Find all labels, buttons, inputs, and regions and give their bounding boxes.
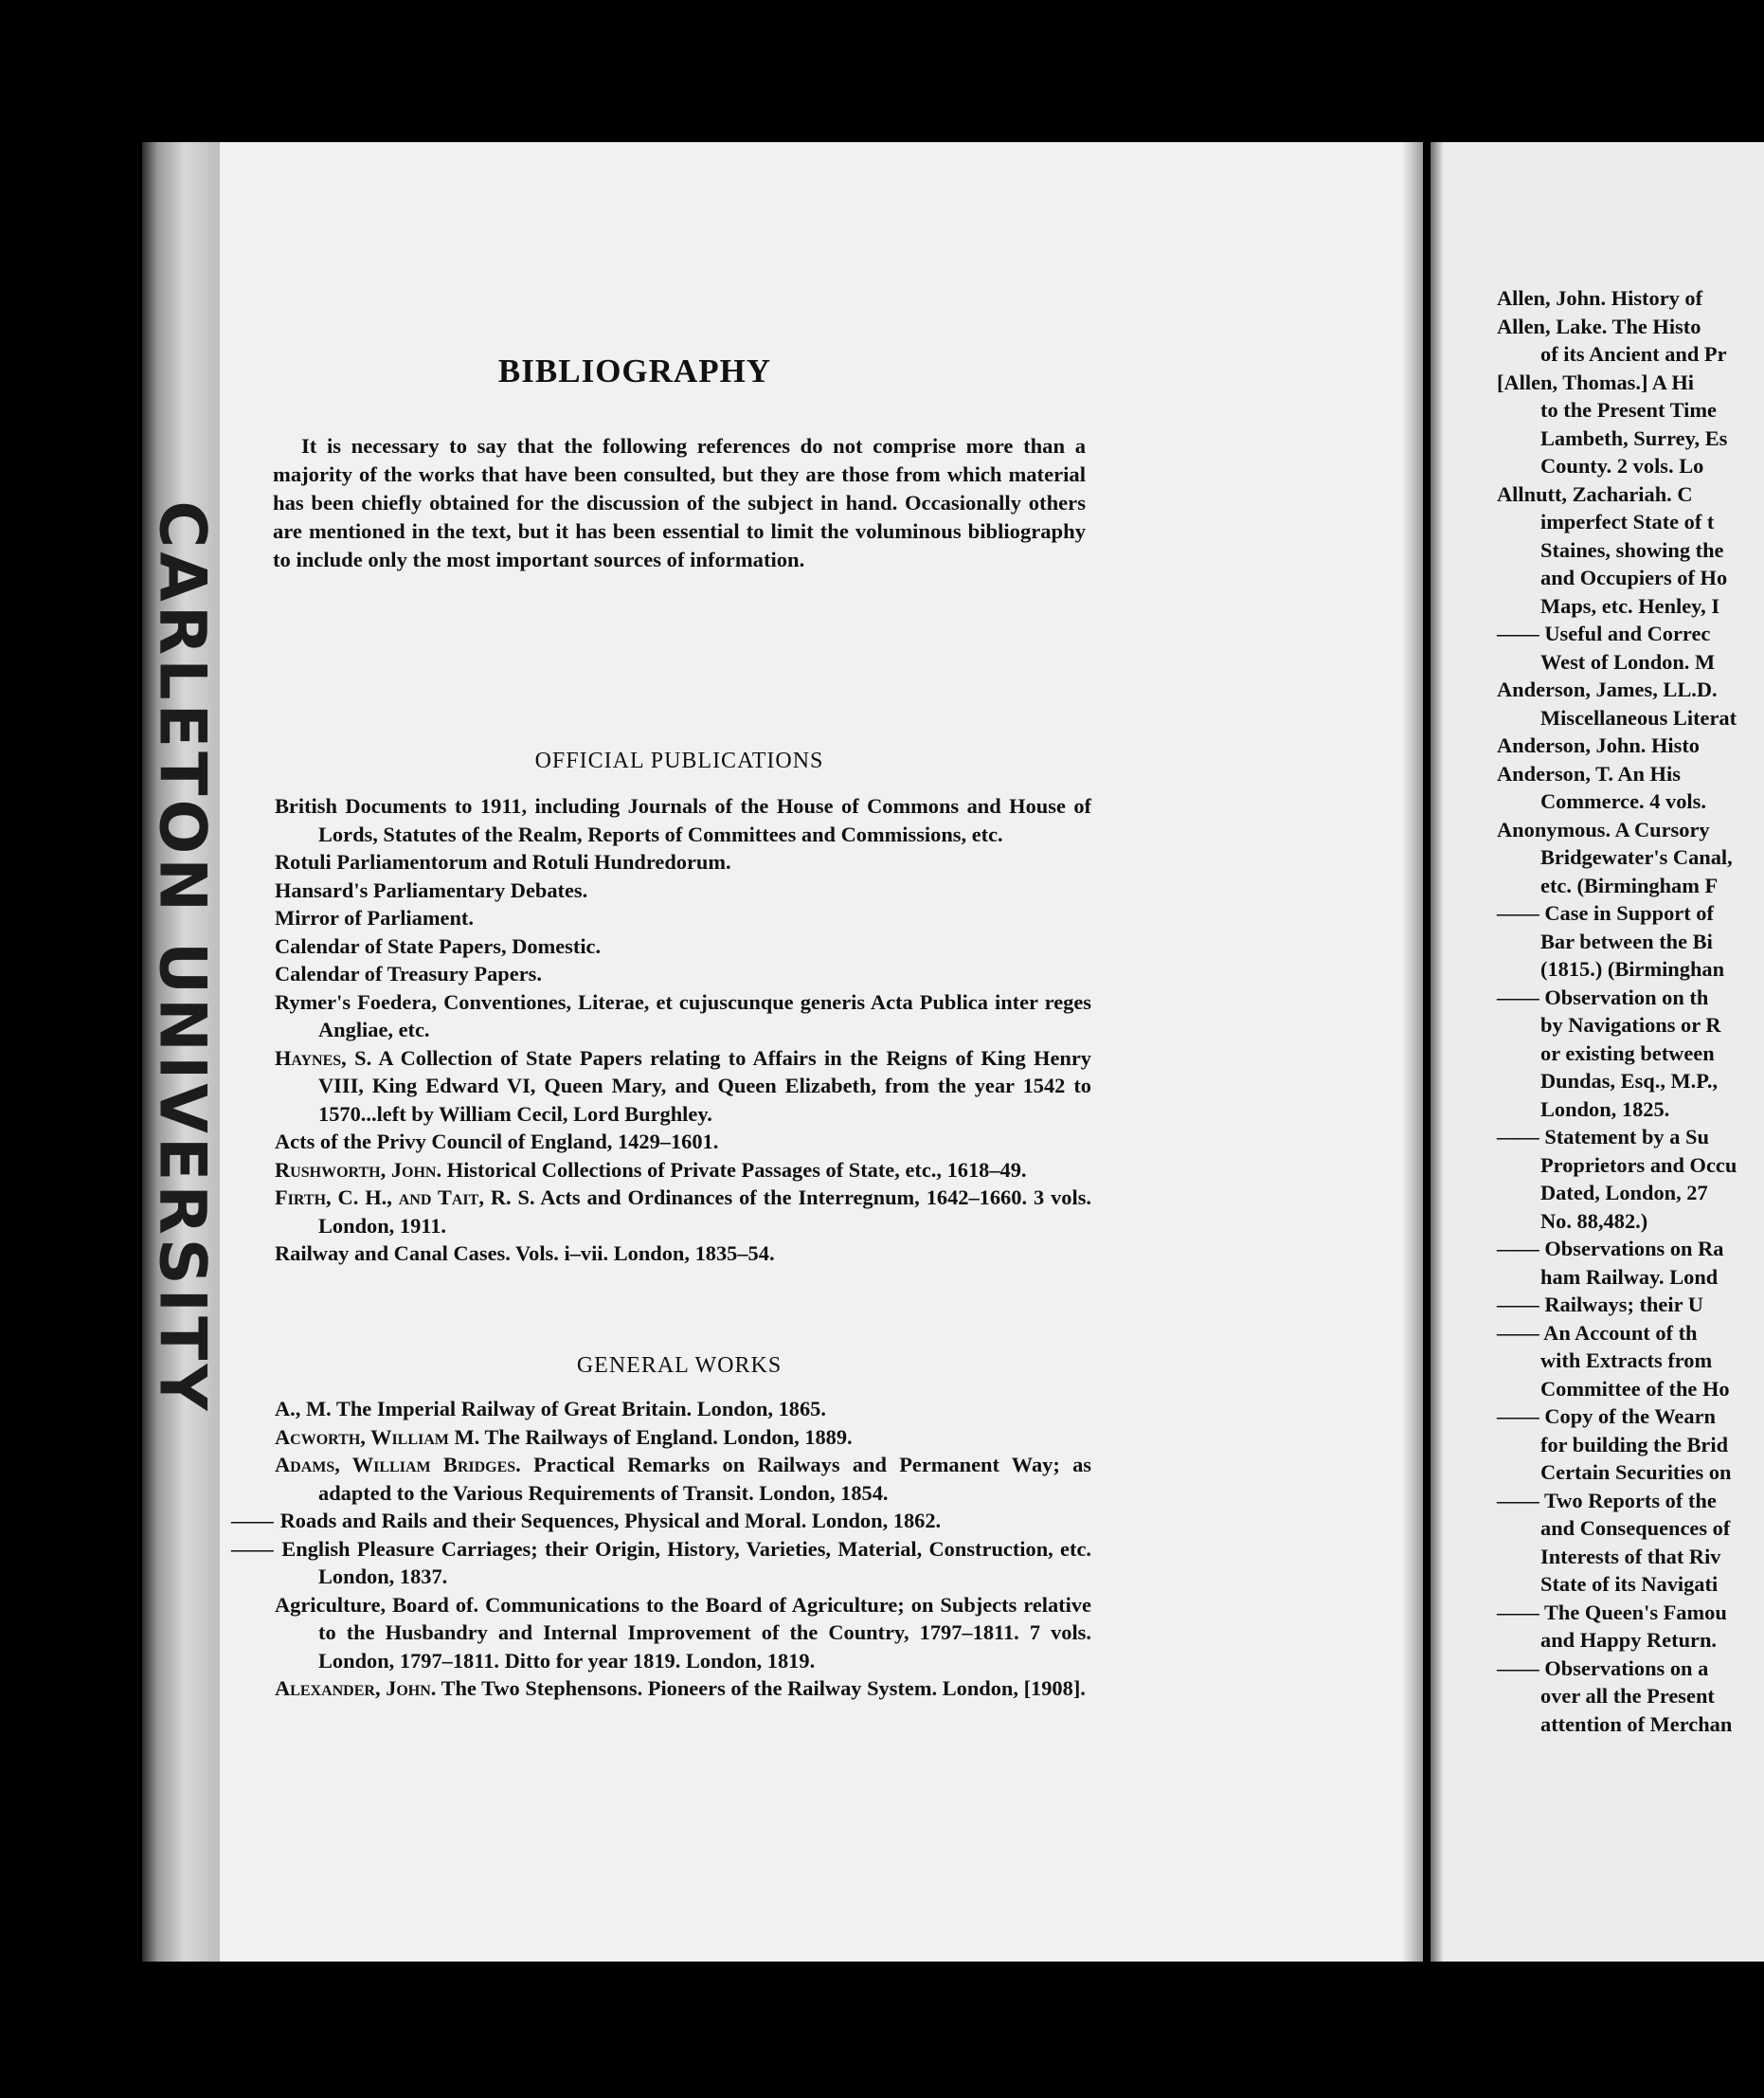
entry-text: Roads and Rails and their Sequences, Physical and Moral. London, 1862.: [275, 1509, 942, 1532]
right-page-line: —— Statement by a Su: [1497, 1125, 1709, 1148]
right-page-line: imperfect State of t: [1540, 510, 1715, 534]
entry-text: Rotuli Parliamentorum and Rotuli Hundredorum.: [275, 850, 731, 874]
entry-author: Acworth, William M.: [275, 1424, 480, 1449]
right-page-line: —— An Account of th: [1497, 1320, 1698, 1345]
right-page-line: Dated, London, 27: [1540, 1181, 1708, 1204]
right-page-line: [Allen, Thomas.] A Hi: [1497, 370, 1694, 394]
entry-author: Rushworth, John.: [275, 1157, 442, 1182]
right-page-line: Anderson, John. Histo: [1497, 733, 1701, 757]
entry-text: Calendar of State Papers, Domestic.: [275, 933, 602, 958]
bibliography-entry: [275, 1535, 1091, 1591]
entry-text: The Two Stephensons. Pioneers of the Railway System. London, [1908].: [436, 1676, 1086, 1700]
entry-author: A., M.: [275, 1397, 332, 1420]
right-page-line: Allnutt, Zachariah. C: [1497, 481, 1693, 506]
bibliography-entry: [275, 1507, 1091, 1535]
right-page-line: Lambeth, Surrey, Es: [1540, 425, 1728, 450]
entry-text: The Railways of England. London, 1889.: [479, 1424, 853, 1449]
right-page-line: for building the Brid: [1540, 1432, 1729, 1456]
intro-paragraph: It is necessary to say that the following references do not comprise more than a majority of the works that have been consulted, but they are those from which material has been chiefly obtained for the discussion of the subject in hand. Occasionally others are mentioned in the text, but it has been essential to limit the voluminous bibliography to include only the most important sources of information.: [273, 434, 1086, 571]
right-page-line: Maps, etc. Henley, I: [1540, 593, 1720, 618]
entry-author: Alexander, John.: [275, 1676, 437, 1700]
bibliography-entry: [275, 1184, 1091, 1239]
library-stamp-text: CARLETON UNIVERSITY: [144, 499, 220, 1415]
right-page-line: (1815.) (Birminghan: [1540, 957, 1725, 981]
bibliography-entry: [275, 848, 1091, 877]
right-page-line: over all the Present: [1540, 1684, 1715, 1708]
entry-text: Railway and Canal Cases. Vols. i–vii. London, 1835–54.: [275, 1241, 775, 1265]
right-page-line: —— Railways; their U: [1497, 1293, 1703, 1316]
general-works-heading: GENERAL WORKS: [576, 1353, 783, 1378]
entry-text: Rymer's Foedera, Conventiones, Literae, et cujuscunque generis Acta Publica inter reges Angliae, etc.: [275, 989, 1091, 1041]
right-page-line: with Extracts from: [1540, 1348, 1713, 1372]
bibliography-entry: [275, 1395, 1091, 1423]
right-page-line: Dundas, Esq., M.P.,: [1540, 1069, 1719, 1093]
bibliography-entry: [275, 1239, 1091, 1268]
entry-text: English Pleasure Carriages; their Origin, History, Varieties, Material, Construction, etc. London, 1837.: [275, 1536, 1091, 1588]
entry-text: Acts of the Privy Council of England, 1429–1601.: [275, 1130, 719, 1153]
entry-text: Mirror of Parliament.: [275, 906, 474, 930]
official-publications-heading: OFFICIAL PUBLICATIONS: [534, 749, 824, 773]
page-title: BIBLIOGRAPHY: [497, 353, 772, 389]
right-page-line: or existing between: [1540, 1040, 1715, 1065]
right-page-line: Bridgewater's Canal,: [1540, 845, 1733, 869]
entry-text: Practical Remarks on Railways and Permanent Way; as adapted to the Various Requirements of Transit. London, 1854.: [318, 1453, 1092, 1505]
right-page-line: Allen, Lake. The Histo: [1497, 314, 1701, 338]
right-page-line: Interests of that Riv: [1540, 1544, 1721, 1568]
right-page-line: —— Copy of the Wearn: [1497, 1404, 1716, 1428]
right-page-line: Anderson, James, LL.D.: [1497, 678, 1718, 701]
bibliography-entry: [275, 904, 1091, 932]
right-page-line: Anderson, T. An His: [1497, 761, 1681, 786]
right-page-line: Certain Securities on: [1540, 1460, 1732, 1484]
bibliography-entry: [275, 1156, 1091, 1185]
right-page-line: —— Observations on a: [1497, 1655, 1709, 1680]
entry-text: Historical Collections of Private Passages of State, etc., 1618–49.: [441, 1157, 1027, 1182]
right-page-line: No. 88,482.): [1540, 1208, 1648, 1233]
right-page-line: Allen, John. History of: [1497, 286, 1703, 310]
right-page-line: and Happy Return.: [1540, 1628, 1718, 1652]
entry-text: Agriculture, Board of. Communications to the Board of Agriculture; on Subjects relative to the Husbandry and Internal Improvement of the Country, 1797–1811. 7 vols. London, 1797–1811. Ditto for year 1819. London, 1819.: [275, 1592, 1091, 1673]
library-stamp: [144, 499, 220, 1415]
right-page-line: County. 2 vols. Lo: [1540, 454, 1704, 478]
right-page-line: Bar between the Bi: [1540, 929, 1713, 953]
right-page-line: —— Observations on Ra: [1497, 1237, 1724, 1260]
right-page-line: etc. (Birmingham F: [1540, 873, 1719, 897]
right-page-line: Staines, showing the: [1540, 537, 1724, 562]
right-page-line: —— The Queen's Famou: [1497, 1600, 1727, 1624]
bibliography-entry: [275, 960, 1091, 988]
bibliography-entry: [275, 932, 1091, 961]
entry-text: Acts and Ordinances of the Interregnum, 1642–1660. 3 vols. London, 1911.: [318, 1185, 1092, 1238]
bibliography-entry: [275, 1591, 1091, 1675]
right-page-line: Anonymous. A Cursory: [1497, 817, 1710, 841]
entry-text: Hansard's Parliamentary Debates.: [275, 877, 588, 902]
bibliography-entry: [275, 1423, 1091, 1452]
right-page-lines: [1497, 284, 1737, 1738]
right-page: [1431, 142, 1764, 1962]
right-page-line: attention of Merchan: [1540, 1711, 1733, 1736]
entry-text: The Imperial Railway of Great Britain. London, 1865.: [331, 1397, 826, 1420]
right-page-line: London, 1825.: [1540, 1096, 1670, 1121]
entry-text: A Collection of State Papers relating to Affairs in the Reigns of King Henry VIII, King Edward VI, Queen Mary, and Queen Elizabeth, from the year 1542 to 1570...left by William Cecil, Lord Burghley.: [318, 1045, 1091, 1126]
right-page-line: —— Case in Support of: [1497, 901, 1714, 925]
right-page-line: West of London. M: [1540, 649, 1716, 674]
entry-author: Adams, William Bridges.: [275, 1453, 521, 1476]
right-page-line: —— Useful and Correc: [1497, 622, 1711, 645]
right-page-line: —— Observation on th: [1497, 985, 1709, 1009]
right-page-line: Miscellaneous Literat: [1540, 705, 1737, 730]
right-page-line: Committee of the Ho: [1540, 1376, 1730, 1401]
right-page-line: and Occupiers of Ho: [1540, 566, 1728, 589]
bibliography-entry: [275, 877, 1091, 905]
entry-text: Calendar of Treasury Papers.: [275, 962, 542, 986]
right-page-line: Commerce. 4 vols.: [1540, 789, 1706, 813]
bibliography-entry: [275, 1451, 1091, 1507]
bibliography-entry: [275, 1674, 1091, 1703]
right-page-line: ham Railway. Lond: [1540, 1264, 1719, 1289]
right-page-line: by Navigations or R: [1540, 1013, 1721, 1037]
right-page-line: Proprietors and Occu: [1540, 1152, 1737, 1177]
right-page-line: and Consequences of: [1540, 1516, 1731, 1540]
official-publications-list: [275, 792, 1091, 1268]
right-page-line: State of its Navigati: [1540, 1572, 1719, 1596]
bibliography-entry: [275, 988, 1091, 1044]
bibliography-entry: [275, 1044, 1091, 1129]
entry-author: Haynes, S.: [275, 1045, 372, 1070]
general-works-list: [275, 1395, 1091, 1703]
right-page-line: to the Present Time: [1540, 398, 1717, 422]
right-page-line: —— Two Reports of the: [1497, 1488, 1717, 1512]
entry-text: British Documents to 1911, including Journals of the House of Commons and House of Lords, Statutes of the Realm, Reports of Committees and Commissions, etc.: [275, 794, 1091, 846]
bibliography-entry: [275, 1128, 1091, 1156]
right-page-line: of its Ancient and Pr: [1540, 342, 1727, 366]
entry-author: Firth, C. H., and Tait, R. S.: [275, 1185, 535, 1209]
bibliography-entry: [275, 792, 1091, 848]
